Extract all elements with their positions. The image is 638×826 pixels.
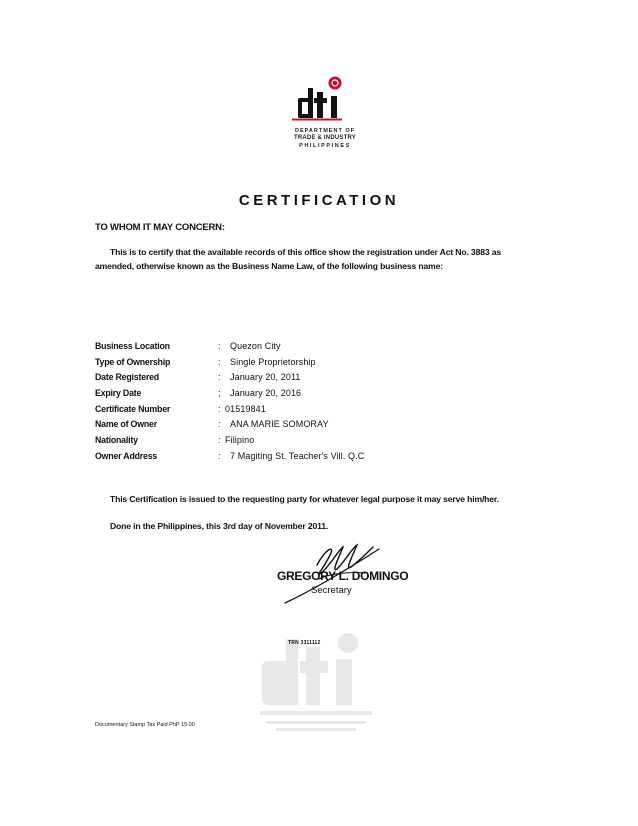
detail-value: 7 Magiting St. Teacher's Vill. Q.C	[230, 450, 365, 461]
dti-logo	[290, 74, 360, 154]
detail-label: Date Registered	[95, 372, 159, 383]
done-text: Done in the Philippines, this 3rd day of November 2011.	[110, 521, 329, 531]
signatory-name: GREGORY L. DOMINGO	[277, 569, 409, 583]
signature-block	[255, 543, 415, 607]
closing-text: This Certification is issued to the requesting party for whatever legal purpose it may serve him/her.	[110, 494, 499, 504]
detail-label: Nationality	[95, 435, 138, 446]
salutation: TO WHOM IT MAY CONCERN:	[95, 222, 225, 233]
detail-label: Name of Owner	[95, 419, 157, 430]
detail-colon: :	[218, 341, 221, 351]
detail-colon: :	[218, 435, 221, 446]
signatory-position: Secretary	[311, 585, 352, 596]
detail-colon: :	[218, 356, 221, 367]
detail-label: Business Location	[95, 341, 170, 351]
detail-label: Expiry Date	[95, 388, 142, 399]
detail-colon: :	[218, 450, 221, 461]
detail-label: Certificate Number	[95, 403, 171, 414]
detail-value: Single Proprietorship	[230, 356, 316, 367]
detail-colon: :	[218, 419, 221, 430]
detail-label: Type of Ownership	[95, 356, 171, 367]
certificate-title: CERTIFICATION	[238, 192, 400, 209]
detail-value: Filipino	[225, 435, 255, 446]
detail-value: January 20, 2016	[230, 388, 302, 399]
detail-colon: :	[218, 372, 221, 383]
dept-line-3: PHILIPPINES	[299, 143, 351, 149]
intro-paragraph	[95, 245, 535, 273]
done-paragraph	[95, 519, 535, 533]
detail-label: Owner Address	[95, 450, 158, 461]
detail-colon: ;	[218, 388, 221, 399]
documentary-stamp-tax: Documentary Stamp Tax Paid PhP 15.00	[95, 722, 195, 728]
closing-paragraph	[95, 492, 535, 506]
detail-value: Quezon City	[230, 341, 281, 351]
trn-number: TRN 3311112	[288, 640, 321, 646]
dept-line-2: TRADE & INDUSTRY	[294, 135, 356, 141]
intro-text: This is to certify that the available records of this office show the registration under Act No. 3883 as amended, otherwise known as the Business Name Law, of the following business name:	[95, 247, 501, 271]
detail-colon: :	[218, 403, 221, 414]
dept-line-1: DEPARTMENT OF	[295, 128, 355, 134]
detail-value: ANA MARIE SOMORAY	[230, 419, 329, 430]
detail-value: January 20, 2011	[230, 372, 301, 383]
detail-value: 01519841	[225, 403, 266, 414]
dti-logo-mark	[290, 74, 360, 124]
